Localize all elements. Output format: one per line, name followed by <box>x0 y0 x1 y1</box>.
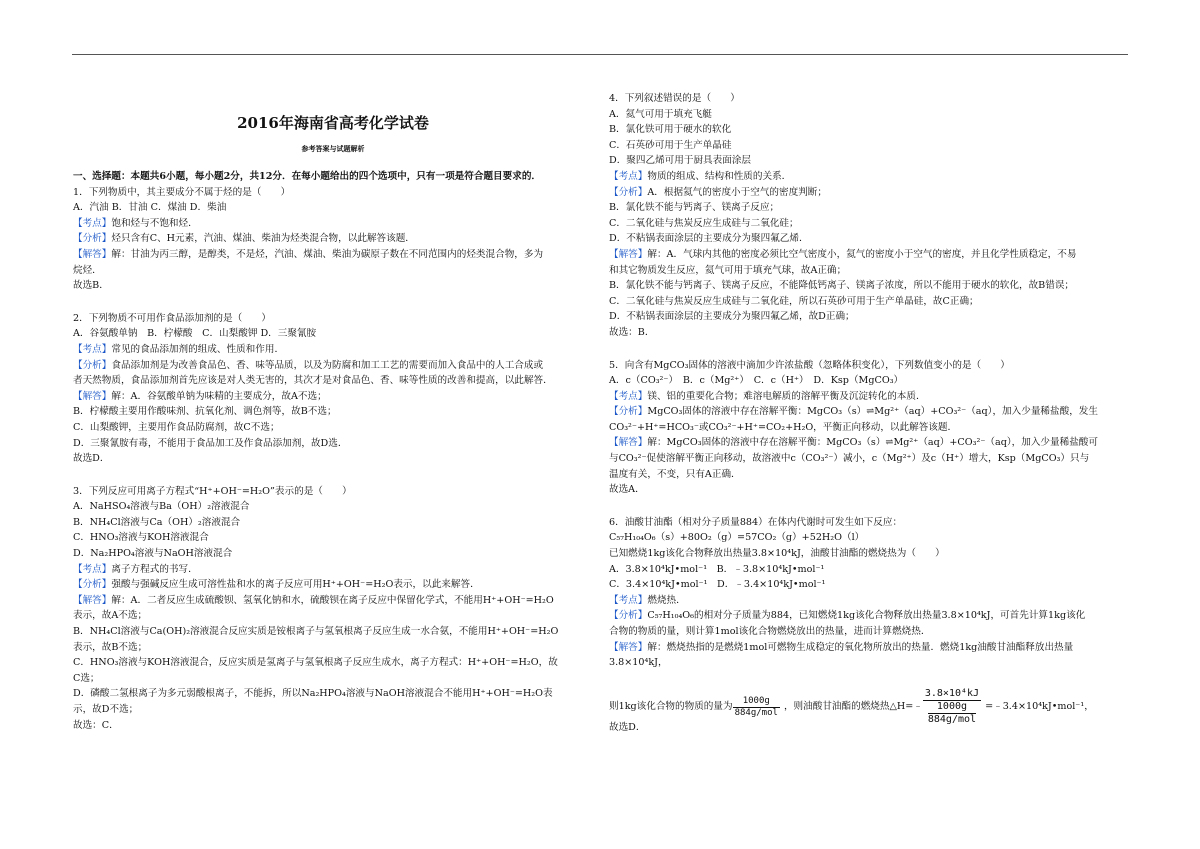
spacer <box>609 498 1128 515</box>
text-line-q4f3 <box>609 216 1128 232</box>
text-line-q5j3 <box>609 467 1128 483</box>
fraction-heat-sub-den: 884g/mol <box>927 714 977 725</box>
text-line-q2j1 <box>73 389 593 405</box>
spacer <box>609 341 1128 358</box>
text-line-q6f2 <box>609 624 1128 640</box>
line-text: 3．下列反应可用离子方程式“H⁺+OH⁻=H₂O”表示的是（ ） <box>73 485 352 497</box>
text-line-q2 <box>73 311 593 327</box>
text-line-q2o <box>73 326 593 342</box>
line-text: 示，故D不选； <box>73 704 139 715</box>
line-text: 故选A． <box>609 484 645 496</box>
text-line-q6o2 <box>609 577 1128 593</box>
line-text: D．聚四乙烯可用于厨具表面涂层 <box>609 155 752 167</box>
fraction-heat-top: 3.8×10⁴kJ <box>924 688 980 699</box>
left-content <box>73 169 593 733</box>
right-content <box>609 91 1128 671</box>
text-line-q3j8 <box>73 702 593 718</box>
section-tag: 【分析】 <box>609 406 648 418</box>
line-text: C₅₇H₁₀₄O₆的相对分子质量为884，已知燃烧1kg该化合物释放出热量3.8×10⁴kJ，可首先计算1kg该化 <box>647 610 1086 622</box>
line-text: 强酸与强碱反应生成可溶性盐和水的离子反应可用H⁺+OH⁻=H₂O表示，以此来解答． <box>111 579 480 591</box>
text-line-q3o2 <box>73 515 593 531</box>
calc-line <box>609 675 1128 725</box>
text-line-q3o1 <box>73 499 593 515</box>
line-text: 已知燃烧1kg该化合物释放出热量3.8×10⁴kJ，油酸甘油酯的燃烧热为（ ） <box>609 548 945 560</box>
text-line-q2a <box>73 451 593 467</box>
line-text: B．氯化铁不能与钙离子、镁离子反应； <box>609 202 780 214</box>
line-text: 烷烃． <box>73 264 102 276</box>
text-line-q3j3 <box>73 624 593 640</box>
line-text: 5．向含有MgCO₃固体的溶液中滴加少许浓盐酸（忽略体积变化），下列数值变小的是（ ） <box>609 359 1010 371</box>
line-text: 和其它物质发生反应，氦气可用于填充气球，故A正确； <box>609 264 847 276</box>
line-text: 4．下列叙述错误的是（ ） <box>609 93 740 104</box>
section-tag: 【分析】 <box>73 359 112 371</box>
text-line-q4o4 <box>609 153 1128 169</box>
text-line-q1a <box>73 278 593 294</box>
calc-suffix: =﹣3.4×10⁴kJ•mol⁻¹， <box>985 701 1094 713</box>
section-tag: 【分析】 <box>609 610 648 622</box>
text-line-q6j2 <box>609 655 1128 671</box>
fraction-mass-den: 884g/mol <box>734 707 778 718</box>
text-line-q4j4 <box>609 294 1128 310</box>
line-text: C．二氧化硅与焦炭反应生成硅与二氧化硅，所以石英砂可用于生产单晶硅，故C正确； <box>609 295 979 307</box>
spacer <box>73 294 593 311</box>
line-text: 解：A．气球内其他的密度必须比空气密度小，氦气的密度小于空气的密度，并且化学性质稳定，不易 <box>647 248 1077 260</box>
text-line-q2j3 <box>73 420 593 436</box>
line-text: 温度有关，不变，只有A正确． <box>609 468 741 480</box>
text-line-q1j2 <box>73 263 593 279</box>
line-text: D．磷酸二氢根离子为多元弱酸根离子，不能拆，所以Na₂HPO₄溶液与NaOH溶液混合不能用H⁺+OH⁻=H₂O表 <box>73 688 553 700</box>
text-line-q6s <box>609 546 1128 562</box>
line-text: CO₃²⁻+H⁺=HCO₃⁻或CO₃²⁻+H⁺=CO₂+H₂O，平衡正向移动，以此解答该题． <box>609 421 958 433</box>
section-tag: 【分析】 <box>73 579 112 591</box>
line-text: 1．下列物质中，其主要成分不属于烃的是（ ） <box>73 186 291 198</box>
section-tag: 【考点】 <box>609 390 648 402</box>
text-line-q4o1 <box>609 107 1128 123</box>
line-text: 离子方程式的书写． <box>111 563 198 575</box>
text-line-q5j2 <box>609 451 1128 467</box>
text-line-q3j7 <box>73 686 593 702</box>
text-line-q4o2 <box>609 122 1128 138</box>
text-line-q2k <box>73 342 593 358</box>
line-text: 解：A．谷氨酸单钠为味精的主要成分，故A不选； <box>111 390 327 402</box>
text-line-sec1 <box>73 169 593 185</box>
line-text: 合物的物质的量，则计算1mol该化合物燃烧放出的热量，进而计算燃烧热． <box>609 626 931 637</box>
text-line-q4a <box>609 325 1128 341</box>
text-line-q4j5 <box>609 309 1128 325</box>
text-line-q3f <box>73 577 593 593</box>
final-answer: 故选D． <box>609 722 646 733</box>
line-text: C．3.4×10⁴kJ•mol⁻¹ D．﹣3.4×10⁴kJ•mol⁻¹ <box>609 579 826 591</box>
text-line-q6k <box>609 593 1128 609</box>
section-tag: 【考点】 <box>609 170 648 182</box>
text-line-q4j3 <box>609 278 1128 294</box>
section-tag: 【解答】 <box>73 248 112 260</box>
line-text: MgCO₃固体的溶液中存在溶解平衡：MgCO₃（s）⇌Mg²⁺（aq）+CO₃²⁻（aq），加入少量稀盐酸，发生 <box>647 406 1098 418</box>
line-text: 解：A．二者反应生成硫酸钡、氢氧化钠和水，硫酸钡在离子反应中保留化学式，不能用H⁺+OH⁻=H₂O <box>111 594 554 606</box>
line-text: 解：甘油为丙三醇，是醇类，不是烃，汽油、煤油、柴油为碳原子数在不同范围内的烃类混合物，多为 <box>111 248 544 260</box>
line-text: C．二氧化硅与焦炭反应生成硅与二氧化硅； <box>609 217 799 229</box>
line-text: A．c（CO₃²⁻） B．c（Mg²⁺） C．c（H⁺） D．Ksp（MgCO₃） <box>609 375 904 387</box>
text-line-q3 <box>73 484 593 500</box>
line-text: 物质的组成、结构和性质的关系． <box>647 170 792 182</box>
section-tag: 【考点】 <box>73 563 112 575</box>
text-line-q5f1 <box>609 404 1128 420</box>
text-line-q3j4 <box>73 640 593 656</box>
line-text: 燃烧热． <box>647 594 686 606</box>
section-tag: 【分析】 <box>609 186 648 198</box>
line-text: 常见的食品添加剂的组成、性质和作用． <box>111 343 285 355</box>
line-text: C．山梨酸钾，主要用作食品防腐剂，故C不选； <box>73 421 280 433</box>
text-line-q4f2 <box>609 200 1128 216</box>
section-tag: 【考点】 <box>73 217 112 229</box>
section-tag: 【考点】 <box>609 594 648 606</box>
line-text: A．3.8×10⁴kJ•mol⁻¹ B．﹣3.8×10⁴kJ•mol⁻¹ <box>609 563 825 575</box>
text-line-q3o3 <box>73 530 593 546</box>
line-text: A．汽油 B．甘油 C．煤油 D．柴油 <box>73 202 227 214</box>
section-tag: 【解答】 <box>609 437 648 449</box>
line-text: 烃只含有C、H元素，汽油、煤油、柴油为烃类混合物，以此解答该题． <box>111 233 415 245</box>
line-text: 故选：C． <box>73 719 119 731</box>
text-line-q6j1 <box>609 640 1128 656</box>
line-text: 食品添加剂是为改善食品色、香、味等品质，以及为防腐和加工工艺的需要而加入食品中的人工合成或 <box>111 359 544 371</box>
line-text: 故选B． <box>73 280 109 292</box>
line-text: B．柠檬酸主要用作酸味剂、抗氧化剂、调色剂等，故B不选； <box>73 406 337 418</box>
text-line-q3j5 <box>73 655 593 671</box>
text-line-q6o1 <box>609 562 1128 578</box>
fraction-mass <box>733 696 780 719</box>
line-text: A．NaHSO₄溶液与Ba（OH）₂溶液混合 <box>73 501 250 513</box>
line-text: B．氯化铁不能与钙离子、镁离子反应，不能降低钙离子、镁离子浓度，所以不能用于硬水的软化，故B错误； <box>609 280 1075 292</box>
text-line-q6 <box>609 515 1128 531</box>
line-text: B．NH₄Cl溶液与Ca(OH)₂溶液混合反应实质是铵根离子与氢氧根离子反应生成一水合氨，不能用H⁺+OH⁻=H₂O <box>73 626 559 638</box>
text-line-q5j1 <box>609 435 1128 451</box>
text-line-q1j1 <box>73 247 593 263</box>
section-tag: 【考点】 <box>73 343 112 355</box>
calc-prefix: 则1kg该化合物的物质的量为 <box>609 701 733 713</box>
line-text: B．氯化铁可用于硬水的软化 <box>609 124 732 136</box>
line-text: 3.8×10⁴kJ， <box>609 657 668 669</box>
line-text: 6．油酸甘油酯（相对分子质量884）在体内代谢时可发生如下反应： <box>609 516 903 528</box>
section-tag: 【解答】 <box>609 248 648 260</box>
line-text: 解：MgCO₃固体的溶液中存在溶解平衡：MgCO₃（s）⇌Mg²⁺（aq）+CO₃²⁻（aq），加入少量稀盐酸可 <box>647 437 1098 449</box>
text-line-q2f2 <box>73 373 593 389</box>
text-line-q5o <box>609 373 1128 389</box>
line-text: A．根据氦气的密度小于空气的密度判断； <box>647 186 827 198</box>
line-text: D．不粘锅表面涂层的主要成分为聚四氟乙烯． <box>609 233 809 245</box>
text-line-q6f1 <box>609 608 1128 624</box>
line-text: A．氦气可用于填充飞艇 <box>609 108 712 120</box>
line-text: D．三聚氰胺有毒，不能用于食品加工及作食品添加剂，故D选． <box>73 437 348 449</box>
text-line-q3k <box>73 562 593 578</box>
text-line-q3j6 <box>73 671 593 687</box>
text-line-q4j2 <box>609 263 1128 279</box>
text-line-q3j2 <box>73 608 593 624</box>
text-line-q5 <box>609 358 1128 374</box>
line-text: 故选D． <box>73 453 110 465</box>
line-text: 表示，故A不选； <box>73 610 148 622</box>
text-line-q4f4 <box>609 231 1128 247</box>
text-line-q1f <box>73 231 593 247</box>
text-line-q1o <box>73 200 593 216</box>
section-tag: 【解答】 <box>73 390 112 402</box>
line-text: C．石英砂可用于生产单晶硅 <box>609 139 732 151</box>
text-line-q5k <box>609 389 1128 405</box>
text-line-q3j1 <box>73 593 593 609</box>
line-text: 故选：B． <box>609 326 655 338</box>
line-text: 表示，故B不选； <box>73 641 148 653</box>
line-text: A．谷氨酸单钠 B．柠檬酸 C．山梨酸钾 D．三聚氰胺 <box>73 328 317 340</box>
text-line-q4f1 <box>609 185 1128 201</box>
text-line-q1k <box>73 216 593 232</box>
line-text: 2．下列物质不可用作食品添加剂的是（ ） <box>73 312 271 324</box>
line-text: C₅₇H₁₀₄O₆（s）+80O₂（g）=57CO₂（g）+52H₂O（l） <box>609 532 865 544</box>
line-text: C选； <box>73 672 100 684</box>
section-tag: 【解答】 <box>609 641 648 653</box>
text-line-q2f1 <box>73 358 593 374</box>
text-line-q3a <box>73 718 593 734</box>
section-tag: 【分析】 <box>73 233 112 245</box>
text-line-q4j1 <box>609 247 1128 263</box>
line-text: D．不粘锅表面涂层的主要成分为聚四氟乙烯，故D正确； <box>609 311 855 323</box>
text-line-q2j2 <box>73 404 593 420</box>
line-text: 者天然物质，食品添加剂首先应该是对人类无害的，其次才是对食品色、香、味等性质的改善和提高，以此解答． <box>73 375 553 387</box>
line-text: 饱和烃与不饱和烃． <box>111 217 198 229</box>
line-text: D．Na₂HPO₄溶液与NaOH溶液混合 <box>73 548 233 560</box>
line-text: B．NH₄Cl溶液与Ca（OH）₂溶液混合 <box>73 516 241 528</box>
line-text: 与CO₃²⁻促使溶解平衡正向移动，故溶液中c（CO₃²⁻）减小，c（Mg²⁺）及c（H⁺）增大，Ksp（MgCO₃）只与 <box>609 453 1090 465</box>
line-text: 镁、铝的重要化合物；难溶电解质的溶解平衡及沉淀转化的本质． <box>647 390 926 402</box>
spacer <box>73 467 593 484</box>
text-line-q1 <box>73 185 593 201</box>
page-subtitle: 参考答案与试题解析 <box>301 144 365 153</box>
text-line-q2j4 <box>73 436 593 452</box>
text-line-q4 <box>609 91 1128 107</box>
text-line-q6e <box>609 530 1128 546</box>
text-line-q5a <box>609 482 1128 498</box>
section-tag: 【解答】 <box>73 594 112 606</box>
text-line-q4o3 <box>609 138 1128 154</box>
line-text: C．HNO₃溶液与KOH溶液混合，反应实质是氢离子与氢氧根离子反应生成水，离子方程式：H⁺+OH⁻=H₂O，故 <box>73 657 558 669</box>
text-line-q5f2 <box>609 420 1128 436</box>
line-text: C．HNO₃溶液与KOH溶液混合 <box>73 532 209 544</box>
calc-mid: ，则油酸甘油酯的燃烧热△H=﹣ <box>783 701 923 713</box>
line-text: 解：燃烧热指的是燃烧1mol可燃物生成稳定的氧化物所放出的热量．燃烧1kg油酸甘油酯释放出热量 <box>647 641 1074 653</box>
text-line-q3o4 <box>73 546 593 562</box>
fraction-heat-sub-num: 1000g <box>928 701 976 714</box>
header-rule <box>72 54 1128 55</box>
page-title: 2016年海南省高考化学试卷 <box>237 114 429 132</box>
line-text: 一、选择题：本题共6小题，每小题2分，共12分．在每小题给出的四个选项中，只有一项是符合题目要求的． <box>73 171 542 182</box>
text-line-q4k <box>609 169 1128 185</box>
fraction-mass-num: 1000g <box>733 696 780 708</box>
